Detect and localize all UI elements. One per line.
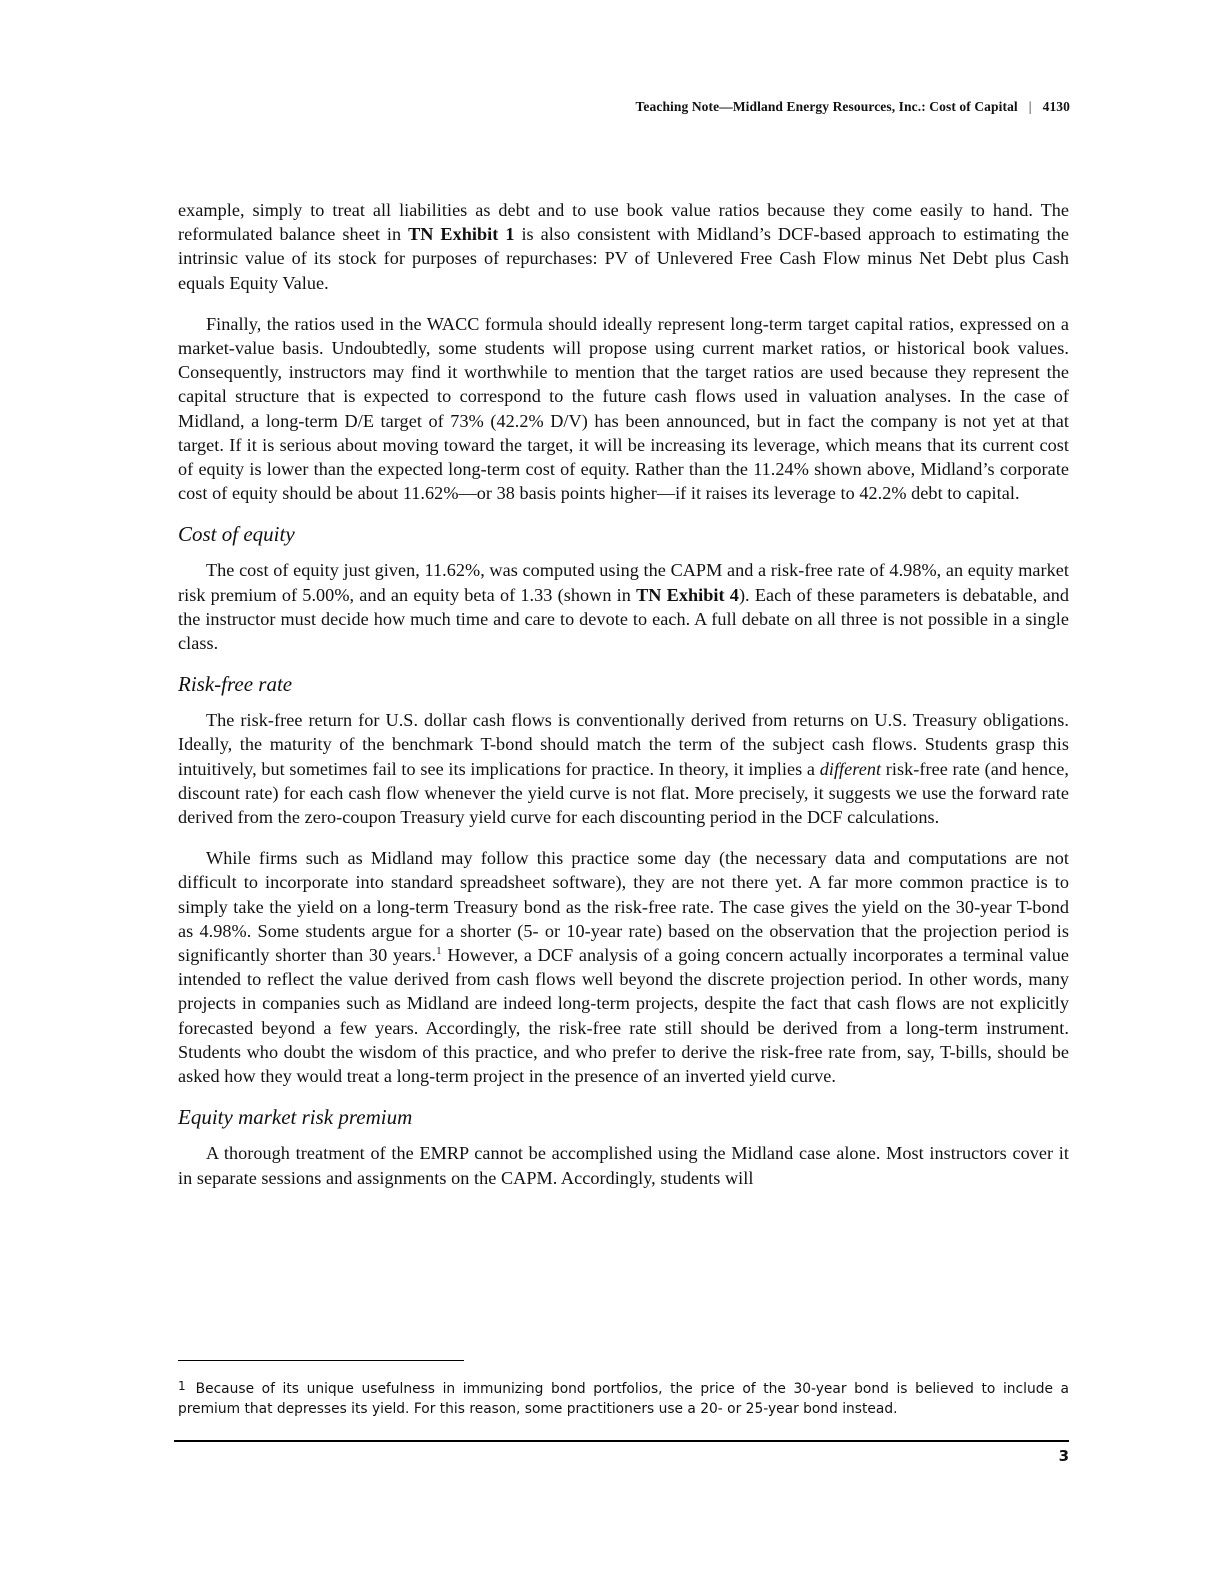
text-run: example, simply to treat all liabilities as debt and to use book value ratios because they come easily to hand. The reformulated balance sheet in [178, 200, 1069, 245]
text-run: While firms such as Midland may follow this practice some day (the necessary data and computations are not difficult to incorporate into standard spreadsheet software), they are not there yet. A far more common practice is to simply take the yield on a long-term Treasury bond as the risk-free rate. The case gives the yield on the 30-year T-bond as 4.98%. Some students argue for a shorter (5- or 10-year rate) based on the observation that the projection period is significantly shorter than 30 years. [178, 848, 1069, 966]
paragraph [178, 558, 1069, 655]
footnote-divider [178, 1360, 464, 1361]
emphasis-text: different [819, 758, 882, 779]
page-number: 3 [1058, 1447, 1069, 1465]
footnote-number: 1 [178, 1379, 186, 1393]
paragraph: Finally, the ratios used in the WACC formula should ideally represent long-term target capital ratios, expressed on a market-value basis. Undoubtedly, some students will propose using current market ratios, or historical book values. Consequently, instructors may find it worthwhile to mention that the target ratios are used because they represent the capital structure that is expected to correspond to the future cash flows used in valuation analyses. In the case of Midland, a long-term D/E target of 73% (42.2% D/V) has been announced, but in fact the company is not yet at that target. If it is serious about moving toward the target, it will be increasing its leverage, which means that its current cost of equity is lower than the expected long-term cost of equity. Rather than the 11.24% shown above, Midland’s corporate cost of equity should be about 11.62%—or 38 basis points higher—if it raises its leverage to 42.2% debt to capital. [178, 313, 1069, 504]
header-doc-number: 4130 [1042, 99, 1070, 114]
exhibit-reference: TN Exhibit 4 [636, 584, 739, 605]
paragraph [178, 198, 1069, 295]
text-run: The risk-free return for U.S. dollar cash flows is conventionally derived from returns on U.S. Treasury obligations. Ideally, the maturity of the benchmark T-bond should match the term of the subject cash flows. Students grasp this intuitively, but sometimes fail to see its implications for practice. In theory, it implies a [178, 710, 1069, 779]
section-heading-cost-of-equity: Cost of equity [178, 522, 295, 547]
header-separator: | [1028, 99, 1032, 114]
footnote-text: Because of its unique usefulness in immunizing bond portfolios, the price of the 30-year bond is believed to include a premium that depresses its yield. For this reason, some practitioners use a 20- or 25-year bond instead. [178, 1381, 1069, 1417]
footnote [178, 1379, 1069, 1419]
text-run: risk-free rate (and hence, discount rate) for each cash flow whenever the yield curve is not flat. More precisely, it suggests we use the forward rate derived from the zero-coupon Treasury yield curve for each discounting period in the DCF calculations. [178, 758, 1070, 828]
section-heading-risk-free-rate: Risk-free rate [178, 672, 293, 697]
footer-divider [174, 1440, 1069, 1442]
paragraph: A thorough treatment of the EMRP cannot be accomplished using the Midland case alone. Most instructors cover it in separate sessions and assignments on the CAPM. Accordingly, students will [178, 1143, 1069, 1188]
exhibit-reference: TN Exhibit 1 [408, 224, 515, 245]
running-header [636, 99, 1070, 115]
footnote-reference: 1 [436, 945, 442, 958]
body-text [178, 198, 1069, 1207]
text-run: ). Each of these parameters is debatable, and the instructor must decide how much time and care to devote to each. A full debate on all three is not possible in a single class. [178, 584, 1070, 654]
header-title: Teaching Note—Midland Energy Resources, Inc.: Cost of Capital [635, 99, 1018, 114]
text-run: However, a DCF analysis of a going concern actually incorporates a terminal value intended to reflect the value derived from cash flows well beyond the discrete projection period. In other words, many projects in companies such as Midland are indeed long-term projects, despite the fact that cash flows are not explicitly forecasted beyond a few years. Accordingly, the risk-free rate still should be derived from a long-term instrument. Students who doubt the wisdom of this practice, and who prefer to derive the risk-free rate from, say, T-bills, should be asked how they would treat a long-term project in the presence of an inverted yield curve. [178, 945, 1069, 1087]
text-run: The cost of equity just given, 11.62%, was computed using the CAPM and a risk-free rate of 4.98%, an equity market risk premium of 5.00%, and an equity beta of 1.33 (shown in [178, 560, 1069, 605]
paragraph [178, 708, 1069, 829]
paragraph [178, 846, 1069, 1088]
section-heading-equity-market-risk-premium: Equity market risk premium [178, 1105, 413, 1130]
text-run: is also consistent with Midland’s DCF-based approach to estimating the intrinsic value of its stock for purposes of repurchases: PV of Unlevered Free Cash Flow minus Net Debt plus Cash equals Equity Value. [178, 224, 1069, 293]
